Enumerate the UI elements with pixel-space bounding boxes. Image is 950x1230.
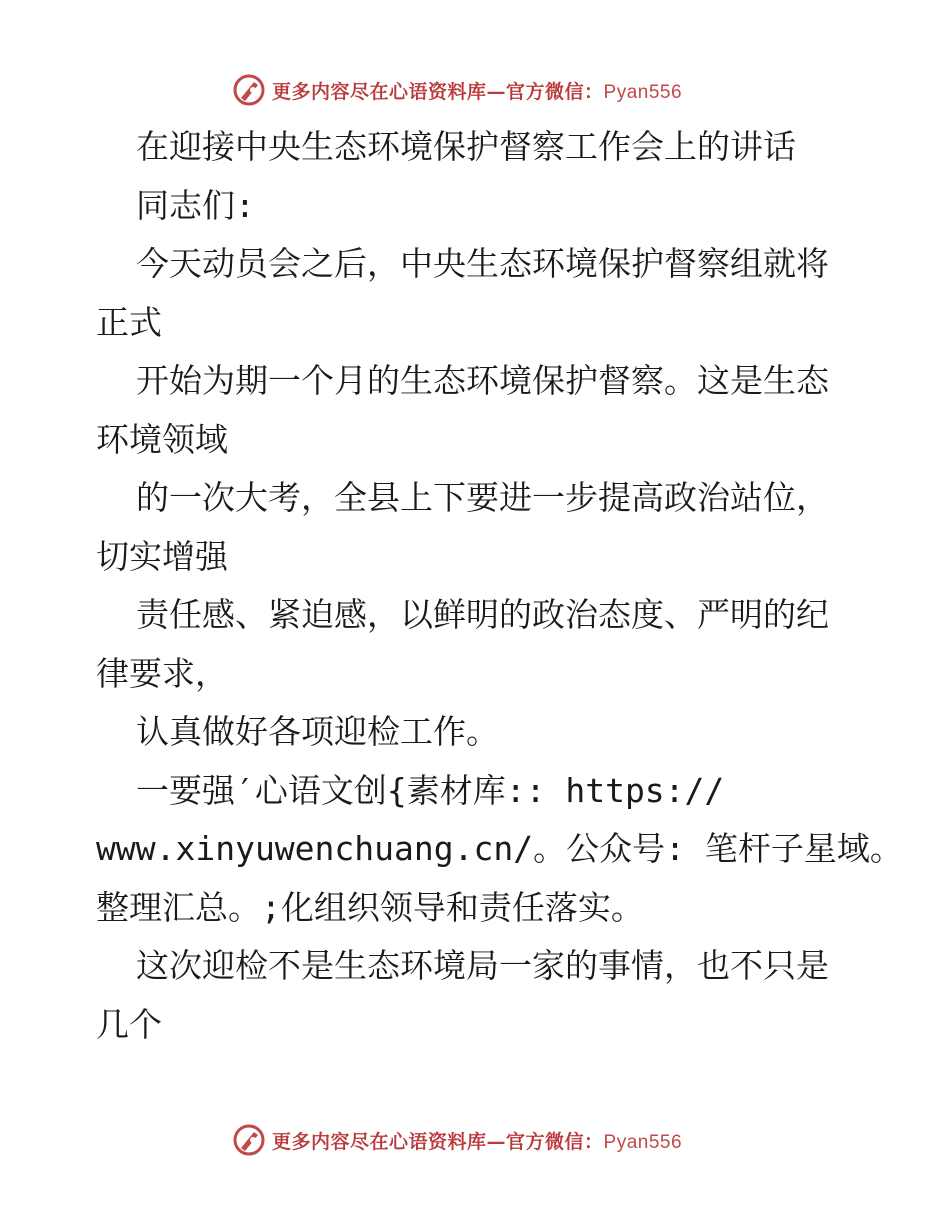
text-line: 切实增强	[96, 536, 228, 576]
text-line: www.xinyuwenchuang.cn/。公众号: 笔杆子星域。	[96, 829, 903, 868]
text-line: 责任感、紧迫感，以鲜明的政治态度、严明的纪	[136, 595, 829, 634]
header-banner-main: 更多内容尽在心语资料库—官方微信：	[272, 80, 604, 103]
text-line: 同志们:	[136, 185, 255, 225]
pen-logo-icon	[232, 73, 266, 107]
text-line: 几个	[96, 1004, 162, 1044]
text-line: 正式	[96, 302, 162, 342]
document-body	[96, 118, 903, 1054]
header-banner-text	[272, 77, 682, 104]
text-line: 律要求，	[96, 653, 228, 693]
document-title: 在迎接中央生态环境保护督察工作会上的讲话	[136, 127, 796, 166]
text-line: 开始为期一个月的生态环境保护督察。这是生态	[136, 361, 829, 400]
pen-logo-icon	[232, 1123, 266, 1157]
text-line: 的一次大考，全县上下要进一步提高政治站位，	[136, 478, 829, 517]
footer-banner-main: 更多内容尽在心语资料库—官方微信：	[272, 1130, 604, 1153]
header-banner	[232, 72, 732, 108]
text-line: 一要强′心语文创{素材库:: https://	[136, 770, 725, 810]
text-line: 这次迎检不是生态环境局一家的事情，也不只是	[136, 946, 829, 985]
header-banner-id: Pyan556	[603, 81, 683, 103]
footer-banner-id: Pyan556	[603, 1131, 683, 1153]
text-line: 整理汇总。;化组织领导和责任落实。	[96, 887, 644, 927]
footer-banner-text	[272, 1127, 682, 1154]
text-line: 认真做好各项迎检工作。	[136, 712, 499, 751]
footer-banner	[232, 1122, 732, 1158]
text-line: 环境领域	[96, 419, 228, 459]
text-line: 今天动员会之后，中央生态环境保护督察组就将	[136, 244, 829, 283]
